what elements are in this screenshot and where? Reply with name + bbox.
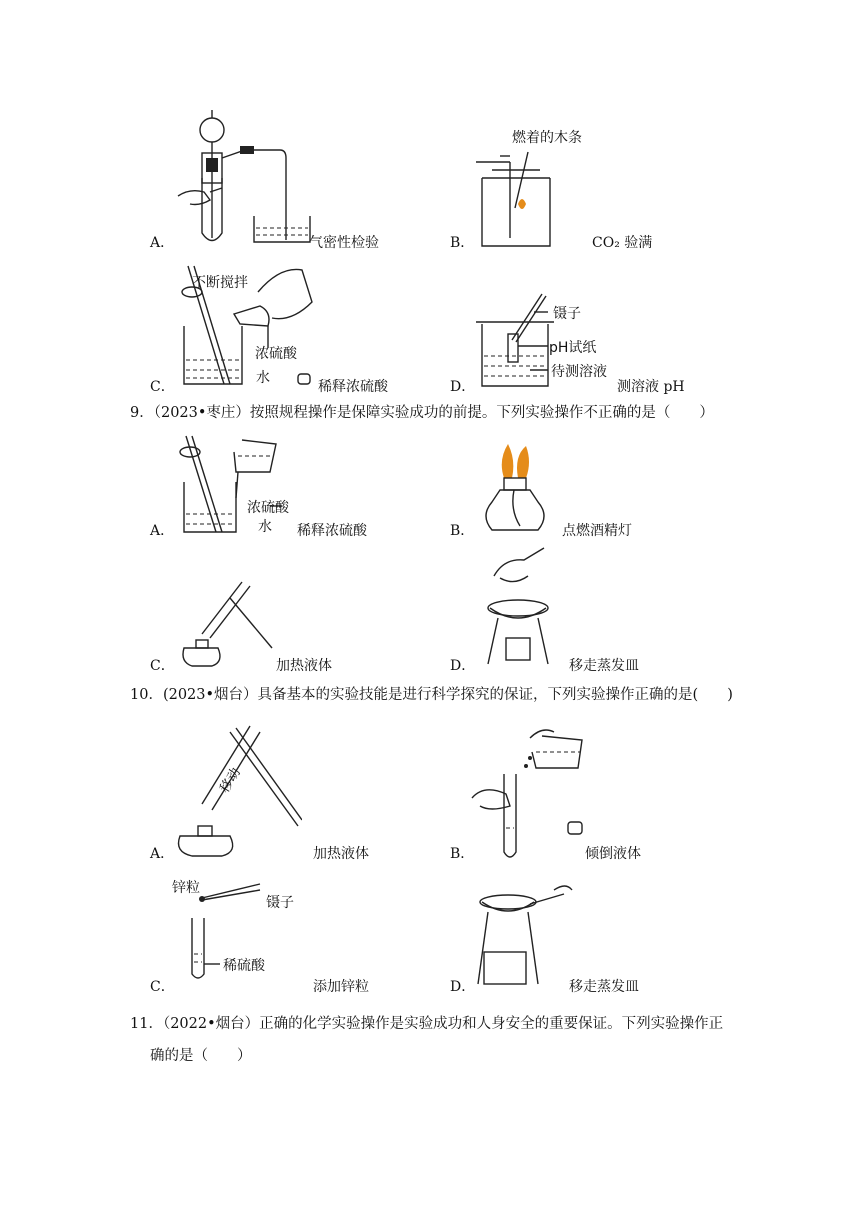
- question-9-stem: 9．（2023•枣庄）按照规程操作是保障实验成功的前提。下列实验操作不正确的是（ ）: [130, 405, 714, 421]
- heat-liquid-figure-q10: [172, 716, 302, 862]
- heat-liquid-figure-q9: [172, 578, 282, 670]
- q10-option-d-letter: D．: [450, 979, 476, 995]
- q10-option-a-caption: 加热液体: [313, 846, 369, 862]
- conc-acid-label-q9: 浓硫酸: [247, 500, 289, 516]
- pour-liquid-figure: [470, 722, 600, 862]
- q8-option-c-caption: 稀释浓硫酸: [318, 379, 388, 395]
- move-label: 移动: [217, 765, 244, 796]
- ph-paper-label: pH试纸: [549, 340, 597, 356]
- question-10-stem: 10．(2023•烟台）具备基本的实验技能是进行科学探究的保证，下列实验操作正确的是( ): [130, 687, 733, 703]
- stopper-icon: [296, 372, 312, 386]
- conc-acid-label-q8: 浓硫酸: [255, 346, 297, 362]
- q9-option-d-letter: D．: [450, 658, 476, 674]
- q10-option-c-letter: C．: [150, 979, 175, 995]
- tweezers-label-q8: 镊子: [553, 306, 581, 322]
- water-label-q9: 水: [258, 519, 272, 535]
- question-11-stem-line2: 确的是（ ）: [150, 1048, 252, 1064]
- evaporating-dish-tongs-figure: [474, 880, 574, 990]
- question-11-stem-line1: 11．（2022•烟台）正确的化学实验操作是实验成功和人身安全的重要保证。下列实验操作正: [130, 1016, 724, 1032]
- water-label-q8: 水: [256, 370, 270, 386]
- q10-option-b-letter: B．: [450, 846, 475, 862]
- q8-option-c-letter: C．: [150, 379, 175, 395]
- q8-option-a-caption: 气密性检验: [309, 235, 379, 251]
- burning-stick-label: 燃着的木条: [512, 130, 582, 146]
- q10-option-b-caption: 倾倒液体: [585, 846, 641, 862]
- q9-option-c-letter: C．: [150, 658, 175, 674]
- tweezers-label-q10: 镊子: [266, 895, 294, 911]
- q9-option-a-caption: 稀释浓硫酸: [297, 523, 367, 539]
- co2-check-figure: [470, 148, 560, 250]
- q10-option-d-caption: 移走蒸发皿: [569, 979, 639, 995]
- q8-option-d-caption: 测溶液 pH: [617, 379, 685, 395]
- dilute-acid-figure-q9: [172, 432, 302, 536]
- q10-option-a-letter: A．: [150, 846, 175, 862]
- q9-option-d-caption: 移走蒸发皿: [569, 658, 639, 674]
- q9-option-b-letter: B．: [450, 523, 475, 539]
- q8-option-b-letter: B．: [450, 235, 475, 251]
- q9-option-a-letter: A．: [150, 523, 175, 539]
- q9-option-b-caption: 点燃酒精灯: [562, 523, 632, 539]
- q10-option-c-caption: 添加锌粒: [313, 979, 369, 995]
- alcohol-lamp-figure: [470, 440, 560, 540]
- airtightness-check-figure: [170, 108, 315, 250]
- q8-option-b-caption: CO₂ 验满: [592, 235, 653, 251]
- stir-constantly-label: 不断搅拌: [192, 275, 248, 291]
- evaporating-dish-hand-figure-q9: [474, 546, 564, 668]
- q8-option-a-letter: A．: [150, 235, 175, 251]
- q8-option-d-letter: D．: [450, 379, 476, 395]
- zinc-granule-label: 锌粒: [172, 880, 200, 896]
- q9-option-c-caption: 加热液体: [276, 658, 332, 674]
- dilute-acid-label: 稀硫酸: [223, 958, 265, 974]
- test-solution-label: 待测溶液: [551, 364, 607, 380]
